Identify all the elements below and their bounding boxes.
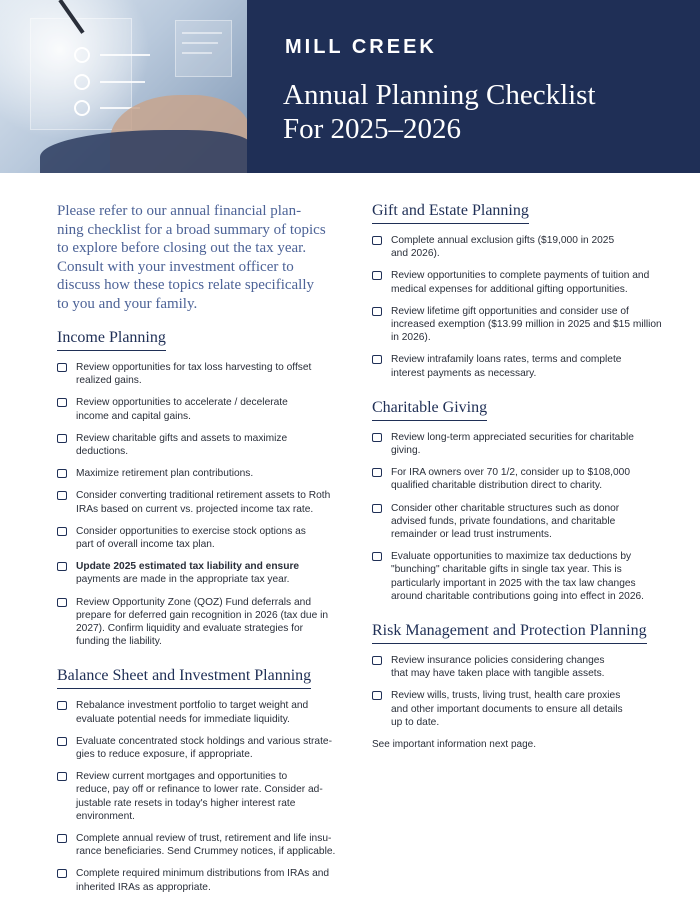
checkbox-icon[interactable] — [372, 236, 382, 245]
title-line-1: Annual Planning Checklist — [283, 79, 596, 111]
section-title-gift-estate: Gift and Estate Planning — [372, 202, 529, 224]
brand-logo: MILL CREEK — [285, 36, 437, 58]
checklist-item: Review Opportunity Zone (QOZ) Fund deferrals and prepare for deferred gain recognition in 2026 (tax due in 2027). Confirm liquidity and evaluate strategies for funding the liability. — [57, 596, 337, 649]
section-title-balance-sheet: Balance Sheet and Investment Planning — [57, 667, 311, 689]
checklist-item: Review current mortgages and opportunities to reduce, pay off or refinance to lower rate. Consider ad- justable rate resets in today's higher interest rate environment. — [57, 770, 337, 823]
checklist-item: Consider other charitable structures such as donor advised funds, private foundations, and charitable remainder or lead trust instruments. — [372, 502, 662, 542]
checkbox-icon[interactable] — [372, 307, 382, 316]
income-planning-list — [57, 361, 337, 648]
page-title — [283, 78, 683, 146]
checkbox-icon[interactable] — [57, 434, 67, 443]
risk-management-list — [372, 654, 662, 729]
title-banner — [247, 0, 700, 173]
checklist-item: Review charitable gifts and assets to maximize deductions. — [57, 432, 337, 458]
checklist-item: Evaluate concentrated stock holdings and various strate- gies to reduce exposure, if appropriate. — [57, 735, 337, 761]
intro-line: to you and your family. — [57, 295, 198, 312]
intro-line: discuss how these topics relate specifically — [57, 277, 315, 293]
checkbox-icon[interactable] — [57, 562, 67, 571]
checkbox-icon[interactable] — [57, 598, 67, 607]
checkbox-icon[interactable] — [57, 469, 67, 478]
intro-line: to explore before closing out the tax year. — [57, 240, 307, 256]
checkbox-icon[interactable] — [57, 834, 67, 843]
balance-sheet-list — [57, 699, 337, 893]
checklist-item: Consider opportunities to exercise stock options as part of overall income tax plan. — [57, 525, 337, 551]
checklist-item: For IRA owners over 70 1/2, consider up to $108,000 qualified charitable distribution direct to charity. — [372, 466, 662, 492]
checkbox-icon[interactable] — [57, 737, 67, 746]
checklist-item: Complete annual review of trust, retirement and life insu- rance beneficiaries. Send Crummey notices, if applicable. — [57, 832, 337, 858]
checkbox-icon[interactable] — [372, 433, 382, 442]
checklist-item: Review opportunities to accelerate / decelerate income and capital gains. — [57, 396, 337, 422]
checkbox-icon[interactable] — [57, 363, 67, 372]
checklist-item: Review long-term appreciated securities for charitable giving. — [372, 431, 662, 457]
checkbox-icon[interactable] — [57, 701, 67, 710]
gift-estate-list — [372, 234, 662, 380]
checkbox-icon[interactable] — [372, 504, 382, 513]
checklist-item: Evaluate opportunities to maximize tax deductions by "bunching" charitable gifts in single tax year. This is particularly important in 2025 with the tax law changes around charitable contributions going into effect in 2026. — [372, 550, 662, 603]
checklist-item: Update 2025 estimated tax liability and ensure payments are made in the appropriate tax year. — [57, 560, 337, 586]
checkbox-icon[interactable] — [372, 656, 382, 665]
checklist-item: Review opportunities to complete payments of tuition and medical expenses for additional gifting opportunities. — [372, 269, 662, 295]
checkbox-icon[interactable] — [57, 772, 67, 781]
checklist-item: Review wills, trusts, living trust, health care proxies and other important documents to ensure all details up to date. — [372, 689, 662, 729]
checklist-item: Maximize retirement plan contributions. — [57, 467, 337, 480]
page-header — [0, 0, 700, 173]
checkbox-icon[interactable] — [57, 869, 67, 878]
checkbox-icon[interactable] — [372, 355, 382, 364]
hero-photo — [0, 0, 247, 173]
footer-note: See important information next page. — [372, 739, 536, 751]
checklist-item: Complete annual exclusion gifts ($19,000 in 2025 and 2026). — [372, 234, 662, 260]
checkbox-icon[interactable] — [372, 691, 382, 700]
checklist-item: Review intrafamily loans rates, terms and complete interest payments as necessary. — [372, 353, 662, 379]
checkbox-icon[interactable] — [372, 271, 382, 280]
intro-line: Please refer to our annual financial plan- — [57, 203, 302, 219]
checkbox-icon[interactable] — [372, 552, 382, 561]
section-title-income-planning: Income Planning — [57, 329, 166, 351]
checklist-item: Rebalance investment portfolio to target weight and evaluate potential needs for immediate liquidity. — [57, 699, 337, 725]
left-column — [57, 202, 337, 903]
checkbox-icon[interactable] — [57, 527, 67, 536]
checklist-item: Review lifetime gift opportunities and consider use of increased exemption ($13.99 million in 2025 and $15 million in 2026). — [372, 305, 662, 345]
checkbox-icon[interactable] — [372, 468, 382, 477]
title-line-2: For 2025–2026 — [283, 113, 462, 145]
charitable-giving-list — [372, 431, 662, 603]
checklist-item: Complete required minimum distributions from IRAs and inherited IRAs as appropriate. — [57, 867, 337, 893]
section-title-charitable-giving: Charitable Giving — [372, 399, 487, 421]
intro-line: ning checklist for a broad summary of topics — [57, 221, 326, 238]
intro-paragraph — [57, 202, 337, 313]
checklist-item: Review insurance policies considering changes that may have taken place with tangible assets. — [372, 654, 662, 680]
checklist-item: Consider converting traditional retirement assets to Roth IRAs based on current vs. projected income tax rate. — [57, 489, 337, 515]
intro-line: Consult with your investment officer to — [57, 258, 294, 275]
section-title-risk-management: Risk Management and Protection Planning — [372, 622, 647, 644]
checkbox-icon[interactable] — [57, 491, 67, 500]
checklist-item: Review opportunities for tax loss harvesting to offset realized gains. — [57, 361, 337, 387]
right-column — [372, 202, 662, 750]
checkbox-icon[interactable] — [57, 398, 67, 407]
